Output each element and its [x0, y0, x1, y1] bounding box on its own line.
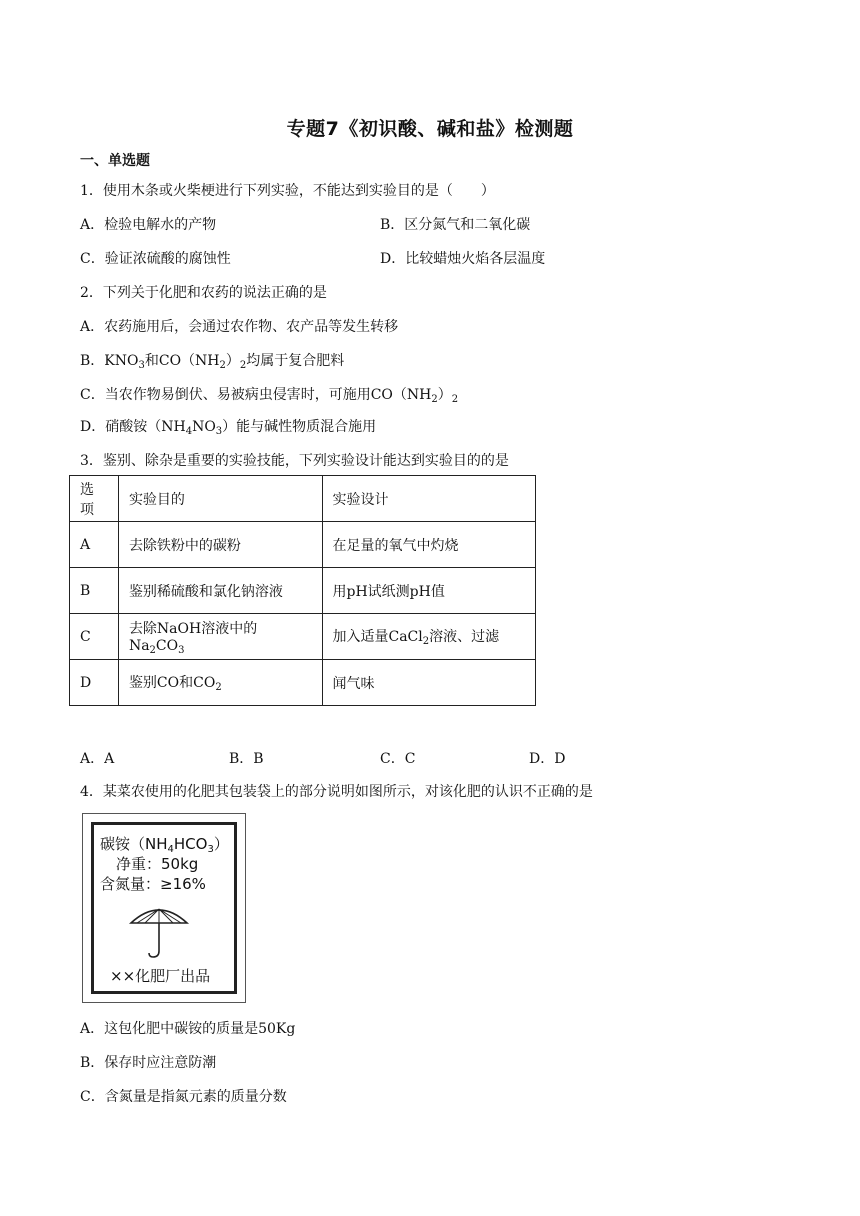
- table-cell: B: [70, 568, 119, 614]
- question-2-option-b: B．$KNO_3$和$CO(NH_2)_2$均属于复合肥料: [80, 353, 345, 371]
- question-2-stem: 2．下列关于化肥和农药的说法正确的是: [80, 285, 327, 301]
- table-cell: 鉴别CO和$CO_2$: [118, 660, 322, 706]
- table-cell: D: [70, 660, 119, 706]
- table-cell: 用pH试纸测pH值: [322, 568, 536, 614]
- table-cell: 加入适量CaCl$_2$溶液、过滤: [322, 614, 536, 660]
- table-row: [70, 660, 536, 706]
- question-3-stem: 3．鉴别、除杂是重要的实验技能，下列实验设计能达到实验目的的是: [80, 453, 509, 469]
- question-3-option-d: D．D: [529, 751, 566, 767]
- label-nitrogen-content: 含氮量：≥16%: [100, 875, 206, 893]
- question-3-option-a: A．A: [80, 751, 115, 767]
- table-cell: 在足量的氧气中灼烧: [322, 522, 536, 568]
- question-4-option-b: B．保存时应注意防潮: [80, 1055, 217, 1071]
- question-4-option-c: C．含氮量是指氮元素的质量分数: [80, 1089, 287, 1105]
- label-product-name: 碳铵$(NH_4HCO_3)$: [100, 835, 229, 855]
- question-2-option-c: C．当农作物易倒伏、易被病虫侵害时，可施用$CO(NH_2)_2$: [80, 387, 459, 405]
- fertilizer-label-image: [82, 813, 246, 1003]
- question-4-stem: 4．某菜农使用的化肥其包装袋上的部分说明如图所示，对该化肥的认识不正确的是: [80, 784, 593, 800]
- question-3-option-c: C．C: [380, 751, 416, 767]
- table-row: [70, 522, 536, 568]
- umbrella-icon: [128, 903, 190, 961]
- question-2-option-d: D．硝酸铵$(NH_4NO_3)$能与碱性物质混合施用: [80, 419, 377, 437]
- label-net-weight: 净重：50kg: [116, 855, 199, 873]
- experiment-table: [69, 475, 536, 706]
- question-2-option-a: A．农药施用后，会通过农作物、农产品等发生转移: [80, 319, 399, 335]
- table-cell: 去除NaOH溶液中的$Na_2CO_3$: [118, 614, 322, 660]
- question-3-option-b: B．B: [229, 751, 264, 767]
- question-1-option-b: B．区分氮气和二氧化碳: [380, 217, 531, 233]
- question-1-option-c: C．验证浓硫酸的腐蚀性: [80, 251, 231, 267]
- table-header-cell: 选项: [70, 476, 119, 522]
- table-cell: C: [70, 614, 119, 660]
- table-cell: 鉴别稀硫酸和氯化钠溶液: [118, 568, 322, 614]
- table-cell: 去除铁粉中的碳粉: [118, 522, 322, 568]
- table-row: [70, 568, 536, 614]
- label-manufacturer: ××化肥厂出品: [110, 967, 211, 985]
- table-header-row: [70, 476, 536, 522]
- question-4-option-a: A．这包化肥中碳铵的质量是50Kg: [80, 1021, 296, 1037]
- table-header-cell: 实验设计: [322, 476, 536, 522]
- question-1-option-a: A．检验电解水的产物: [80, 217, 217, 233]
- fertilizer-label-frame: [91, 822, 237, 994]
- page-title: 专题7《初识酸、碱和盐》检测题: [286, 118, 574, 140]
- table-row: [70, 614, 536, 660]
- table-cell: 闻气味: [322, 660, 536, 706]
- table-header-cell: 实验目的: [118, 476, 322, 522]
- section-heading: 一、单选题: [80, 153, 150, 169]
- table-cell: A: [70, 522, 119, 568]
- question-1-stem: 1．使用木条或火柴梗进行下列实验，不能达到实验目的是（ ）: [80, 183, 495, 199]
- question-1-option-d: D．比较蜡烛火焰各层温度: [380, 251, 546, 267]
